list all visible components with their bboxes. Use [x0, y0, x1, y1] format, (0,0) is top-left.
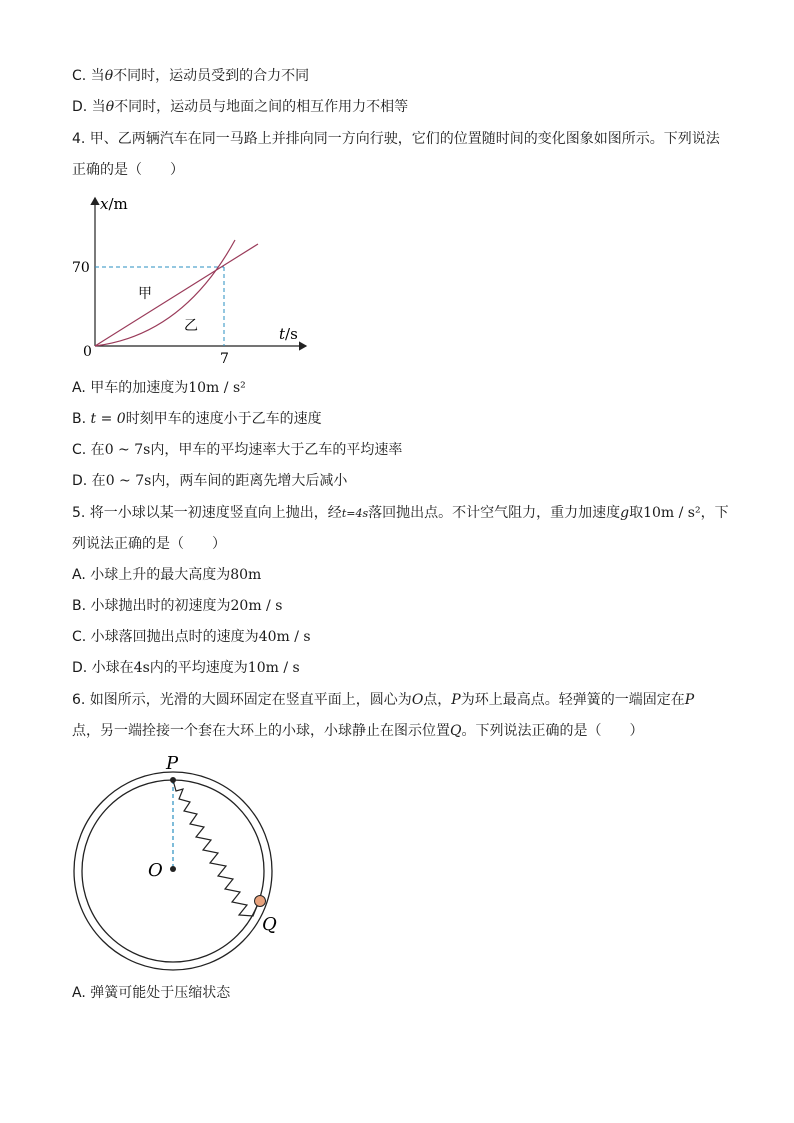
y-tick-70: 70: [72, 260, 90, 276]
label-jia: 甲: [138, 286, 152, 302]
x-axis-label: t/s: [279, 325, 298, 343]
y-axis-label: x/m: [100, 195, 128, 213]
label-p: P: [166, 753, 179, 774]
q5-stem-line2: 列说法正确的是（ ）: [72, 536, 226, 552]
q5-option-d: D. 小球在4s内的平均速度为10m / s: [72, 660, 300, 676]
q6-ring-spring-figure: [66, 745, 296, 945]
pivot-point-p: [170, 777, 176, 783]
spring: [173, 780, 259, 916]
q4-option-b: B. t = 0时刻甲车的速度小于乙车的速度: [72, 411, 322, 427]
center-point-o: [170, 866, 176, 872]
ball-q: [255, 896, 266, 907]
q3-option-d: D. 当θ不同时，运动员与地面之间的相互作用力不相等: [72, 99, 409, 115]
q4-stem-line1: 4. 甲、乙两辆汽车在同一马路上并排向同一方向行驶，它们的位置随时间的变化图象如图所示。下列说法: [72, 131, 720, 147]
q6-stem-line2: 点，另一端拴接一个套在大环上的小球，小球静止在图示位置Q。下列说法正确的是（ ）: [72, 723, 644, 739]
q4-stem-line2: 正确的是（ ）: [72, 162, 184, 178]
curve-jia: [95, 244, 258, 346]
label-yi: 乙: [184, 318, 198, 334]
q5-option-c: C. 小球落回抛出点时的速度为40m / s: [72, 629, 311, 645]
q4-option-a: A. 甲车的加速度为10m / s²: [72, 380, 246, 396]
label-q: Q: [262, 914, 277, 935]
curve-yi: [95, 240, 235, 346]
q6-option-a: A. 弹簧可能处于压缩状态: [72, 985, 231, 1001]
theta-symbol: θ: [105, 99, 115, 115]
q5-stem-line1: 5. 将一小球以某一初速度竖直向上抛出，经t=4s落回抛出点。不计空气阻力，重力加速度g取10m / s²，下: [72, 505, 729, 521]
theta-symbol: θ: [104, 68, 114, 84]
q4-option-c: C. 在0 ~ 7s内，甲车的平均速率大于乙车的平均速率: [72, 442, 403, 458]
q4-option-d: D. 在0 ~ 7s内，两车间的距离先增大后减小: [72, 473, 348, 489]
label-o: O: [148, 860, 163, 881]
q6-stem-line1: 6. 如图所示，光滑的大圆环固定在竖直平面上，圆心为O点，P为环上最高点。轻弹簧的一端固定在P: [72, 692, 695, 708]
q4-position-time-graph: [72, 190, 318, 370]
x-tick-7: 7: [220, 351, 229, 367]
q3-option-c: C. 当θ不同时，运动员受到的合力不同: [72, 68, 310, 84]
origin-label: 0: [83, 344, 92, 360]
q5-option-a: A. 小球上升的最大高度为80m: [72, 567, 262, 583]
q5-option-b: B. 小球抛出时的初速度为20m / s: [72, 598, 283, 614]
